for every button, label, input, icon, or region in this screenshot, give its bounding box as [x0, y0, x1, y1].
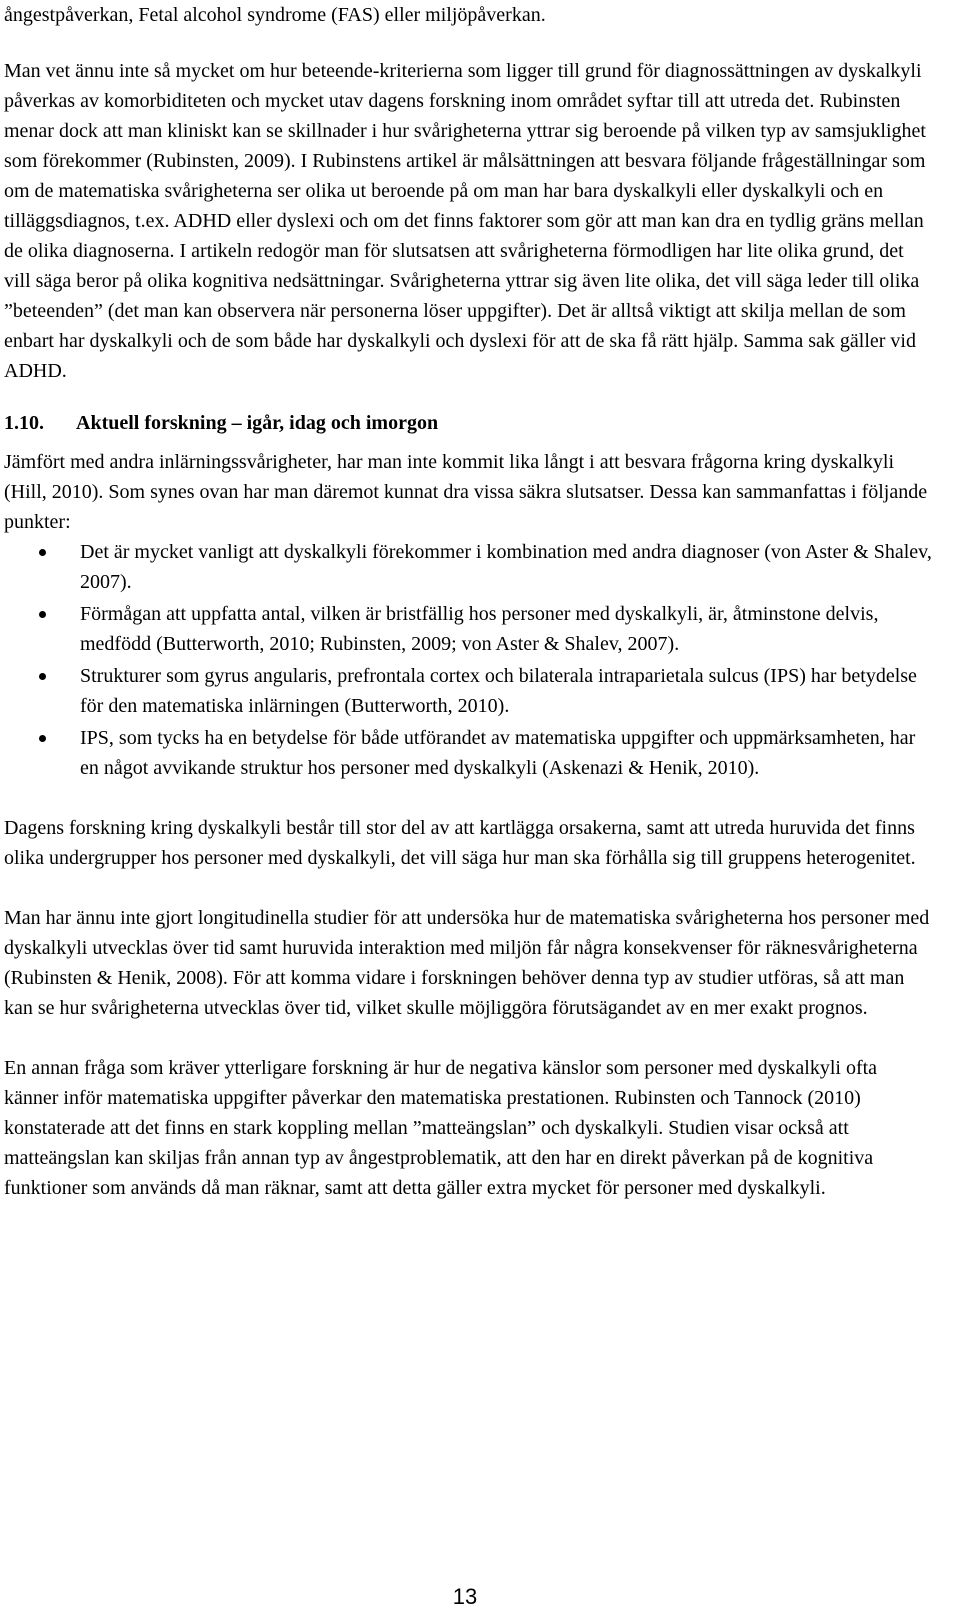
paragraph-lead: Jämfört med andra inlärningssvårigheter, har man inte kommit lika långt i att besvara frågorna kring dyskalkyli (Hill, 2010). Som synes ovan har man däremot kunnat dra vissa säkra slutsatser. Dessa kan sammanfattas i följande punkter:	[4, 451, 928, 533]
intro-line: ångestpåverkan, Fetal alcohol syndrome (FAS) eller miljöpåverkan.	[4, 4, 546, 26]
list-item-text: Det är mycket vanligt att dyskalkyli förekommer i kombination med andra diagnoser (von Aster & Shalev, 2007).	[80, 541, 932, 593]
list-item	[4, 599, 934, 659]
section-title: Aktuell forskning – igår, idag och imorgon	[76, 412, 439, 434]
page-number: 13	[452, 1584, 478, 1609]
bullet-list	[4, 537, 934, 783]
section-heading	[4, 408, 934, 438]
paragraph-math-anxiety: En annan fråga som kräver ytterligare forskning är hur de negativa känslor som personer med dyskalkyli ofta känner inför matematiska uppgifter påverkar den matematiska prestationen. Rubinsten och Tannock (2010) konstaterade att det finns en stark koppling mellan ”matteängslan” och dyskalkyli. Studien visar också att matteängslan kan skiljas från annan typ av ångestproblematik, att den har en direkt påverkan på de kognitiva funktioner som används då man räknar, samt att detta gäller extra mycket för personer med dyskalkyli.	[4, 1057, 878, 1199]
list-item	[4, 661, 934, 721]
list-item-text: Förmågan att uppfatta antal, vilken är bristfällig hos personer med dyskalkyli, är, åtminstone delvis, medfödd (Butterworth, 2010; Rubinsten, 2009; von Aster & Shalev, 2007).	[80, 603, 879, 655]
paragraph-comorbidity: Man vet ännu inte så mycket om hur beteende-kriterierna som ligger till grund för diagnossättningen av dyskalkyli påverkas av komorbiditeten och mycket utav dagens forskning inom området syftar till att utreda det. Rubinsten menar dock att man kliniskt kan se skillnader i hur svårigheterna yttrar sig beroende på vilken typ av samsjuklighet som förekommer (Rubinsten, 2009). I Rubinstens artikel är målsättningen att besvara följande frågeställningar som om de matematiska svårigheterna ser olika ut beroende på om man har bara dyskalkyli eller dyskalkyli och en tilläggsdiagnos, t.ex. ADHD eller dyslexi och om det finns faktorer som gör att man kan dra en tydlig gräns mellan de olika diagnoserna. I artikeln redogör man för slutsatsen att svårigheterna förmodligen har lite olika grund, det vill säga beror på olika kognitiva nedsättningar. Svårigheterna yttrar sig även lite olika, det vill säga leder till olika ”beteenden” (det man kan observera när personerna löser uppgifter). Det är alltså viktigt att skilja mellan de som enbart har dyskalkyli och de som både har dyskalkyli och dyslexi för att de ska få rätt hjälp. Samma sak gäller vid ADHD.	[4, 60, 926, 382]
list-item	[4, 723, 934, 783]
bullet-icon	[39, 611, 46, 618]
list-item-text: IPS, som tycks ha en betydelse för både utförandet av matematiska uppgifter och uppmärksamheten, har en något avvikande struktur hos personer med dyskalkyli (Askenazi & Henik, 2010).	[80, 727, 916, 779]
section-number: 1.10.	[4, 412, 44, 434]
list-item	[4, 537, 934, 597]
document-page	[4, 0, 934, 1203]
paragraph-longitudinal: Man har ännu inte gjort longitudinella studier för att undersöka hur de matematiska svårigheterna hos personer med dyskalkyli utvecklas över tid samt huruvida interaktion med miljön får några konsekvenser för räknesvårigheterna (Rubinsten & Henik, 2008). För att komma vidare i forskningen behöver denna typ av studier utföras, så att man kan se hur svårigheterna utvecklas över tid, vilket skulle möjliggöra förutsägandet av en mer exakt prognos.	[4, 907, 930, 1019]
list-item-text: Strukturer som gyrus angularis, prefrontala cortex och bilaterala intraparietala sulcus (IPS) har betydelse för den matematiska inlärningen (Butterworth, 2010).	[80, 665, 917, 717]
bullet-icon	[39, 549, 46, 556]
bullet-icon	[39, 673, 46, 680]
paragraph-current-research: Dagens forskning kring dyskalkyli består till stor del av att kartlägga orsakerna, samt att utreda huruvida det finns olika undergrupper hos personer med dyskalkyli, det vill säga hur man ska förhålla sig till gruppens heterogenitet.	[4, 817, 916, 869]
bullet-icon	[39, 735, 46, 742]
